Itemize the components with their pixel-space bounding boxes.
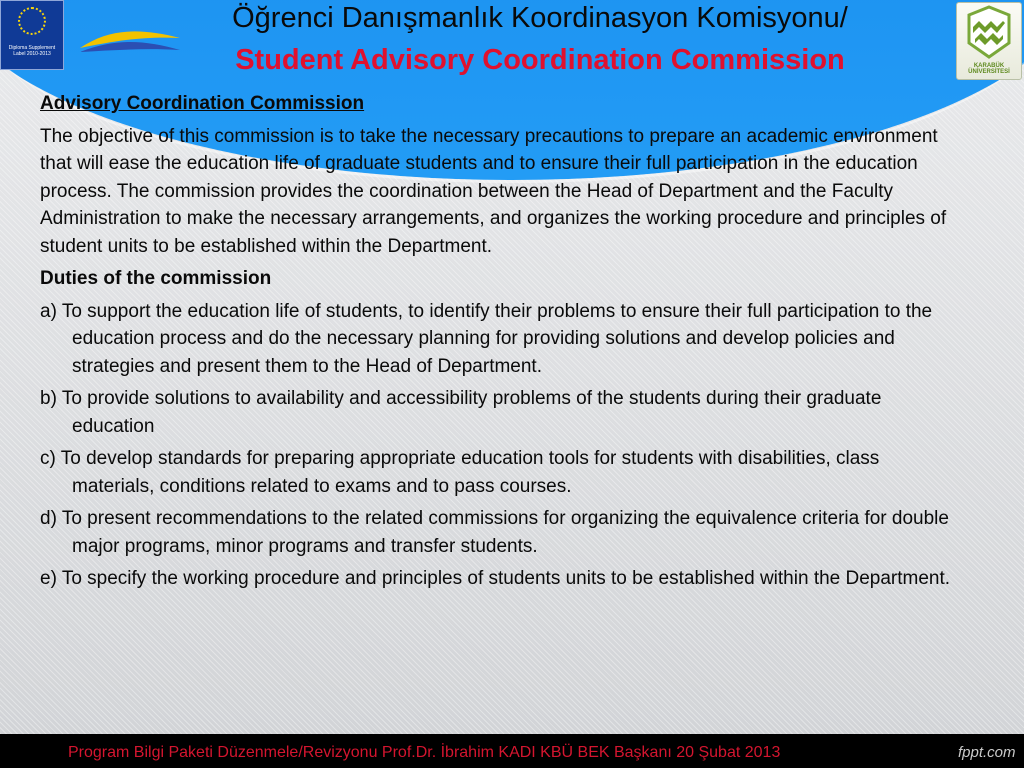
duty-item-c: c) To develop standards for preparing appropriate education tools for students with disabilities, class materials, conditions related to exams and to pass courses. bbox=[40, 448, 880, 497]
eu-diploma-supplement-logo bbox=[0, 0, 64, 70]
content-body bbox=[40, 90, 965, 598]
university-logo-text: KARABÜK ÜNİVERSİTESİ bbox=[968, 63, 1010, 75]
section-title: Advisory Coordination Commission bbox=[40, 93, 365, 114]
objective-paragraph: The objective of this commission is to take the necessary precautions to prepare an academic environment that will ease the education life of graduate students and to ensure their full participation in the education process. The commission provides the coordination between the Head of Department and the Faculty Administration to make the necessary arrangements, and organizes the working procedure and principles of student units to be established within the Department. bbox=[40, 125, 947, 257]
duty-item-e: e) To specify the working procedure and principles of students units to be established within the Department. bbox=[40, 568, 951, 589]
fppt-watermark: fppt.com bbox=[958, 744, 1016, 761]
duty-item-b: b) To provide solutions to availability and accessibility problems of the students during their graduate education bbox=[40, 388, 882, 437]
eu-stars-icon bbox=[18, 7, 46, 35]
karabuk-university-logo bbox=[956, 2, 1022, 80]
page-title-turkish: Öğrenci Danışmanlık Koordinasyon Komisyonu/ bbox=[232, 2, 848, 34]
duty-item-a: a) To support the education life of students, to identify their problems to ensure their full participation to the education process and do the necessary planning for providing solutions and develop policies and strategies and present them to the Head of Department. bbox=[40, 300, 933, 377]
footer-text: Program Bilgi Paketi Düzenmele/Revizyonu Prof.Dr. İbrahim KADI KBÜ BEK Başkanı 20 Şubat 2013 bbox=[68, 744, 781, 761]
university-emblem-icon bbox=[957, 3, 1021, 63]
duties-title: Duties of the commission bbox=[40, 268, 272, 289]
page-title-english: Student Advisory Coordination Commission bbox=[235, 44, 845, 76]
duty-item-d: d) To present recommendations to the related commissions for organizing the equivalence criteria for double major programs, minor programs and transfer students. bbox=[40, 508, 949, 557]
footer-bar bbox=[0, 734, 1024, 768]
eu-logo-caption: Diploma Supplement Label 2010-2013 bbox=[8, 45, 56, 57]
